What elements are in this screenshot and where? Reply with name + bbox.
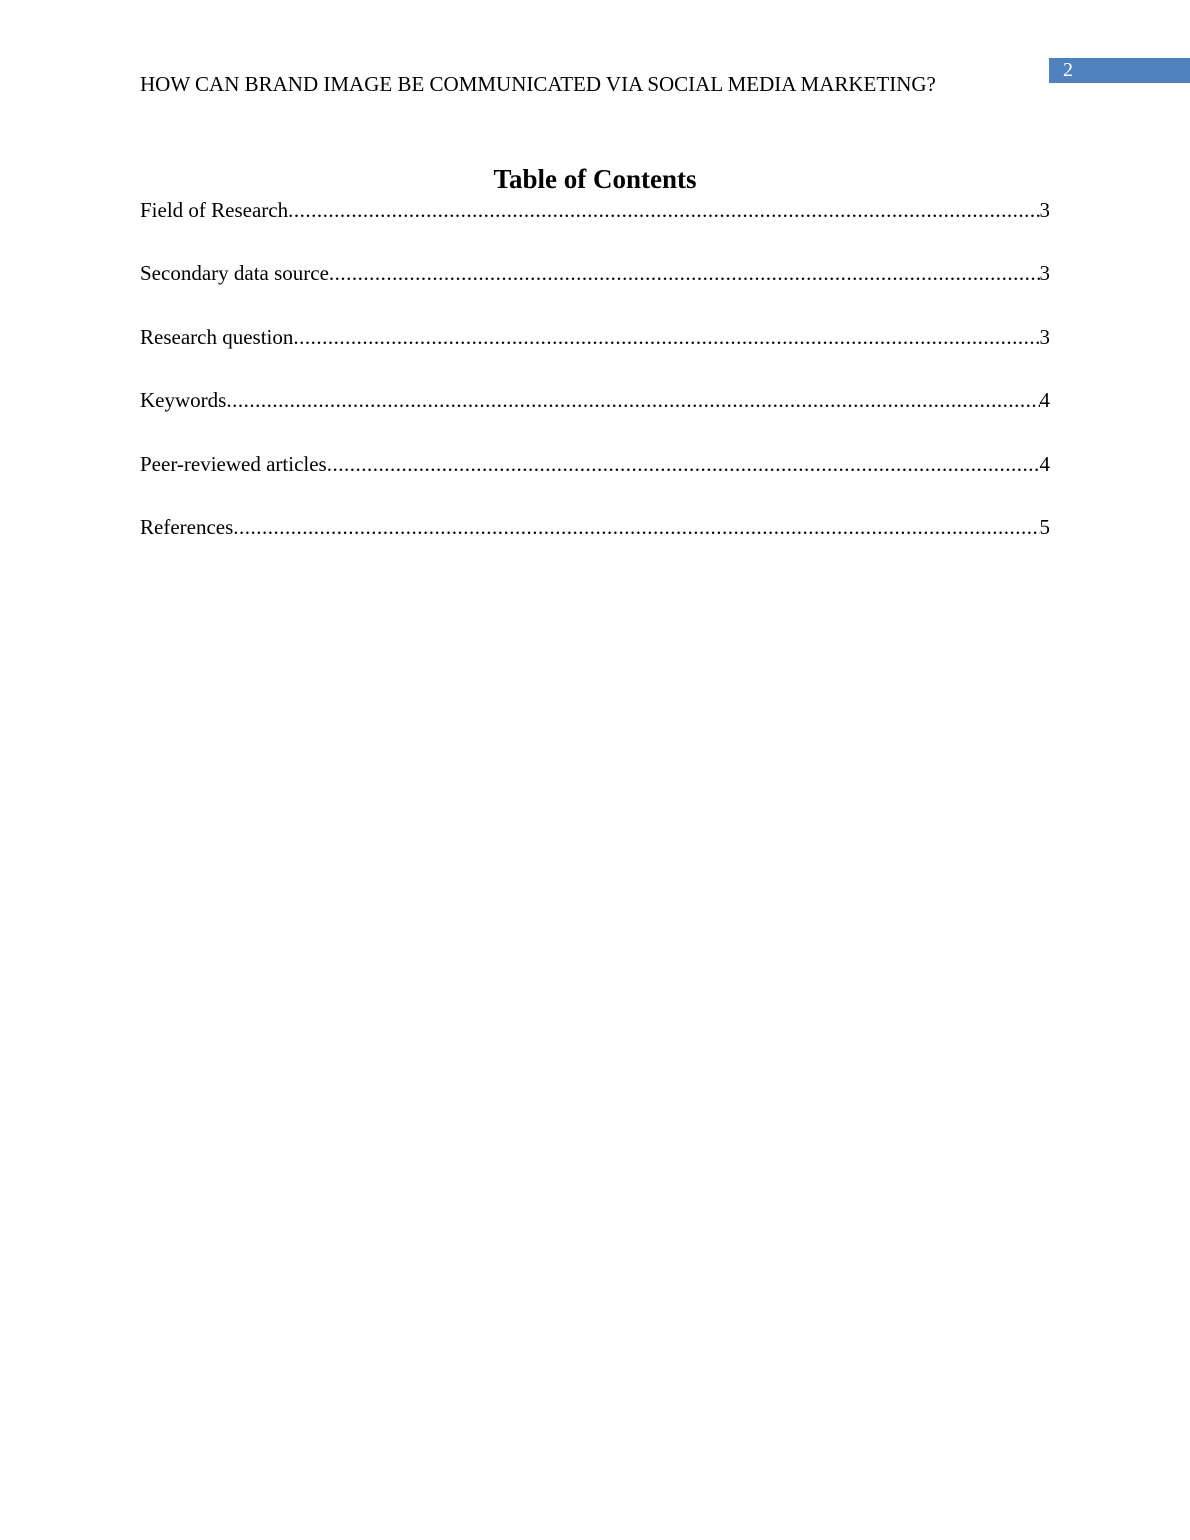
- toc-entry-field-of-research[interactable]: [140, 197, 1050, 260]
- toc-entry-label: Peer-reviewed articles: [140, 451, 327, 476]
- toc-entry-label: Field of Research: [140, 198, 289, 222]
- toc-entry-label: Research question: [140, 324, 294, 349]
- toc-list: [140, 197, 1050, 577]
- toc-entry-page: 4: [1039, 451, 1050, 476]
- toc-entry-label: Secondary data source: [140, 261, 329, 286]
- toc-entry-page: 5: [1039, 514, 1050, 539]
- toc-dot-leader: [293, 324, 1039, 350]
- page-number-badge: [1049, 58, 1190, 83]
- toc-entry-page: 3: [1039, 198, 1050, 222]
- toc-entry-label: References: [140, 514, 234, 539]
- toc-dot-leader: [327, 451, 1040, 477]
- toc-entry-page: 3: [1039, 324, 1050, 349]
- toc-dot-leader: [329, 260, 1040, 286]
- toc-entry-label: Keywords: [140, 388, 227, 413]
- toc-entry-page: 4: [1039, 388, 1050, 413]
- toc-dot-leader: [288, 197, 1039, 223]
- page-number: 2: [1063, 59, 1073, 81]
- toc-entry-references[interactable]: [140, 514, 1050, 577]
- toc-entry-keywords[interactable]: [140, 387, 1050, 450]
- toc-entry-peer-reviewed-articles[interactable]: [140, 451, 1050, 514]
- toc-dot-leader: [233, 514, 1039, 540]
- toc-entry-research-question[interactable]: [140, 324, 1050, 387]
- toc-dot-leader: [226, 387, 1039, 413]
- running-head: HOW CAN BRAND IMAGE BE COMMUNICATED VIA SOCIAL MEDIA MARKETING?: [140, 72, 936, 96]
- toc-entry-secondary-data-source[interactable]: [140, 260, 1050, 323]
- toc-title: Table of Contents: [493, 164, 697, 194]
- toc-entry-page: 3: [1039, 261, 1050, 286]
